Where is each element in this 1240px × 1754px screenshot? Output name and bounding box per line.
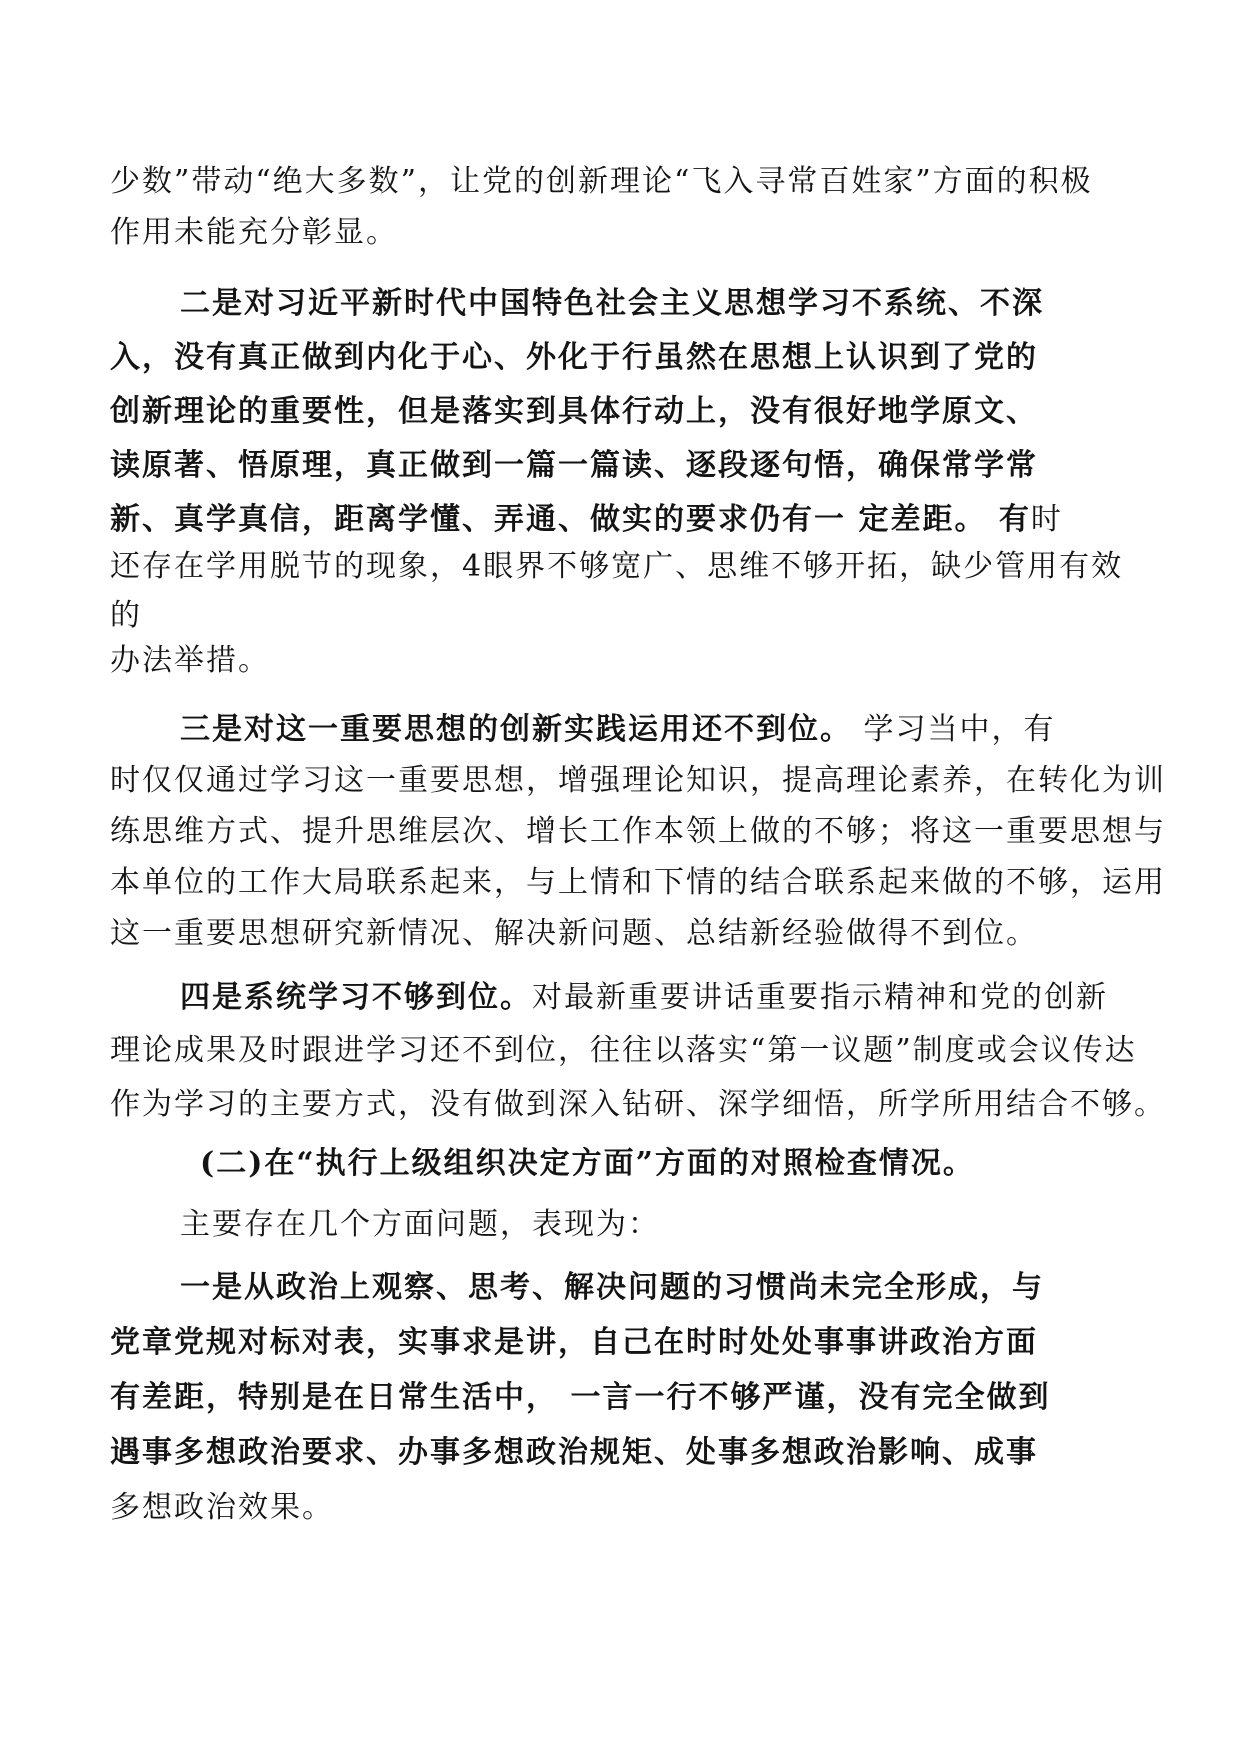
text-run: 理论成果及时跟进学习还不到位，往往以落实“第一议题”制度或会议传达: [110, 1033, 1137, 1068]
text-line: [110, 162, 1093, 202]
bold-text-run: 有差距，特别是在日常生活中， 一言一行不够严谨，没有完全做到: [110, 1380, 1051, 1415]
text-line: [110, 446, 1038, 486]
text-line: [110, 500, 1063, 540]
text-run: 还存在学用脱节的现象，4眼界不够宽广、思维不够开拓，缺少管用有效: [110, 549, 1124, 584]
text-line: [110, 863, 1166, 903]
text-line: [110, 812, 1166, 852]
bold-text-run: 创新理论的重要性，但是落实到具体行动上，没有很好地学原文、: [110, 394, 1038, 429]
text-run: 的: [110, 598, 142, 633]
text-line: [180, 710, 1056, 750]
bold-text-run: 入，没有真正做到内化于心、外化于行虽然在思想上认识到了党的: [110, 340, 1038, 375]
bold-text-run: 读原著、悟原理，真正做到一篇一篇读、逐段逐句悟，确保常学常: [110, 448, 1038, 483]
text-line: [110, 1433, 1038, 1473]
bold-lead-text: 二是对习近平新时代中国特色社会主义思想学习不系统、不深: [180, 286, 1044, 321]
text-line: [110, 914, 1038, 954]
text-line: [110, 547, 1123, 587]
text-run: 对最新重要讲话重要指示精神和党的创新: [532, 980, 1108, 1015]
text-line: [110, 338, 1038, 378]
bold-text-run: 新、真学真信，距离学懂、弄通、做实的要求仍有一 定差距。 有: [110, 502, 1031, 537]
text-line: [110, 596, 142, 636]
text-line: [180, 1268, 1044, 1308]
text-run: 作用未能充分彰显。: [110, 215, 398, 250]
text-line: [110, 1488, 334, 1528]
bold-lead-text: 三是对这一重要思想的创新实践运用还不到位。: [180, 712, 852, 747]
text-run: 办法举措。: [110, 643, 270, 678]
text-run: 时: [1030, 502, 1063, 537]
bold-text-run: 遇事多想政治要求、办事多想政治规矩、处事多想政治影响、成事: [110, 1435, 1038, 1470]
text-run: 作为学习的主要方式，没有做到深入钻研、深学细悟，所学所用结合不够。: [110, 1087, 1166, 1122]
heading-text: (二)在“执行上级组织决定方面”方面的对照检查情况。: [200, 1146, 975, 1181]
bold-text-run: 党章党规对标对表，实事求是讲，自己在时时处处事事讲政治方面: [110, 1325, 1038, 1360]
bold-lead-text: 四是系统学习不够到位。: [180, 980, 532, 1015]
text-run: 本单位的工作大局联系起来，与上情和下情的结合联系起来做的不够，运用: [110, 865, 1166, 900]
section-heading: [200, 1144, 975, 1184]
text-run: 少数”带动“绝大多数”，让党的创新理论“飞入寻常百姓家”方面的积极: [110, 164, 1093, 199]
text-line: [110, 213, 398, 253]
text-run: 多想政治效果。: [110, 1490, 334, 1525]
text-line: [110, 392, 1038, 432]
text-run: 时仅仅通过学习这一重要思想，增强理论知识，提高理论素养，在转化为训: [110, 763, 1166, 798]
text-line: [110, 1378, 1050, 1418]
text-line: [110, 641, 270, 681]
text-run: 这一重要思想研究新情况、解决新问题、总结新经验做得不到位。: [110, 916, 1038, 951]
text-line: [110, 1031, 1137, 1071]
text-run: 主要存在几个方面问题，表现为：: [180, 1207, 660, 1242]
text-run: 练思维方式、提升思维层次、增长工作本领上做的不够；将这一重要思想与: [110, 814, 1166, 849]
text-line: [180, 1205, 660, 1245]
text-line: [110, 1323, 1038, 1363]
text-run: 学习当中，有: [852, 712, 1056, 747]
text-line: [110, 1085, 1166, 1125]
text-line: [180, 284, 1044, 324]
text-line: [110, 761, 1166, 801]
bold-lead-text: 一是从政治上观察、思考、解决问题的习惯尚未完全形成，与: [180, 1270, 1044, 1305]
text-line: [180, 978, 1108, 1018]
